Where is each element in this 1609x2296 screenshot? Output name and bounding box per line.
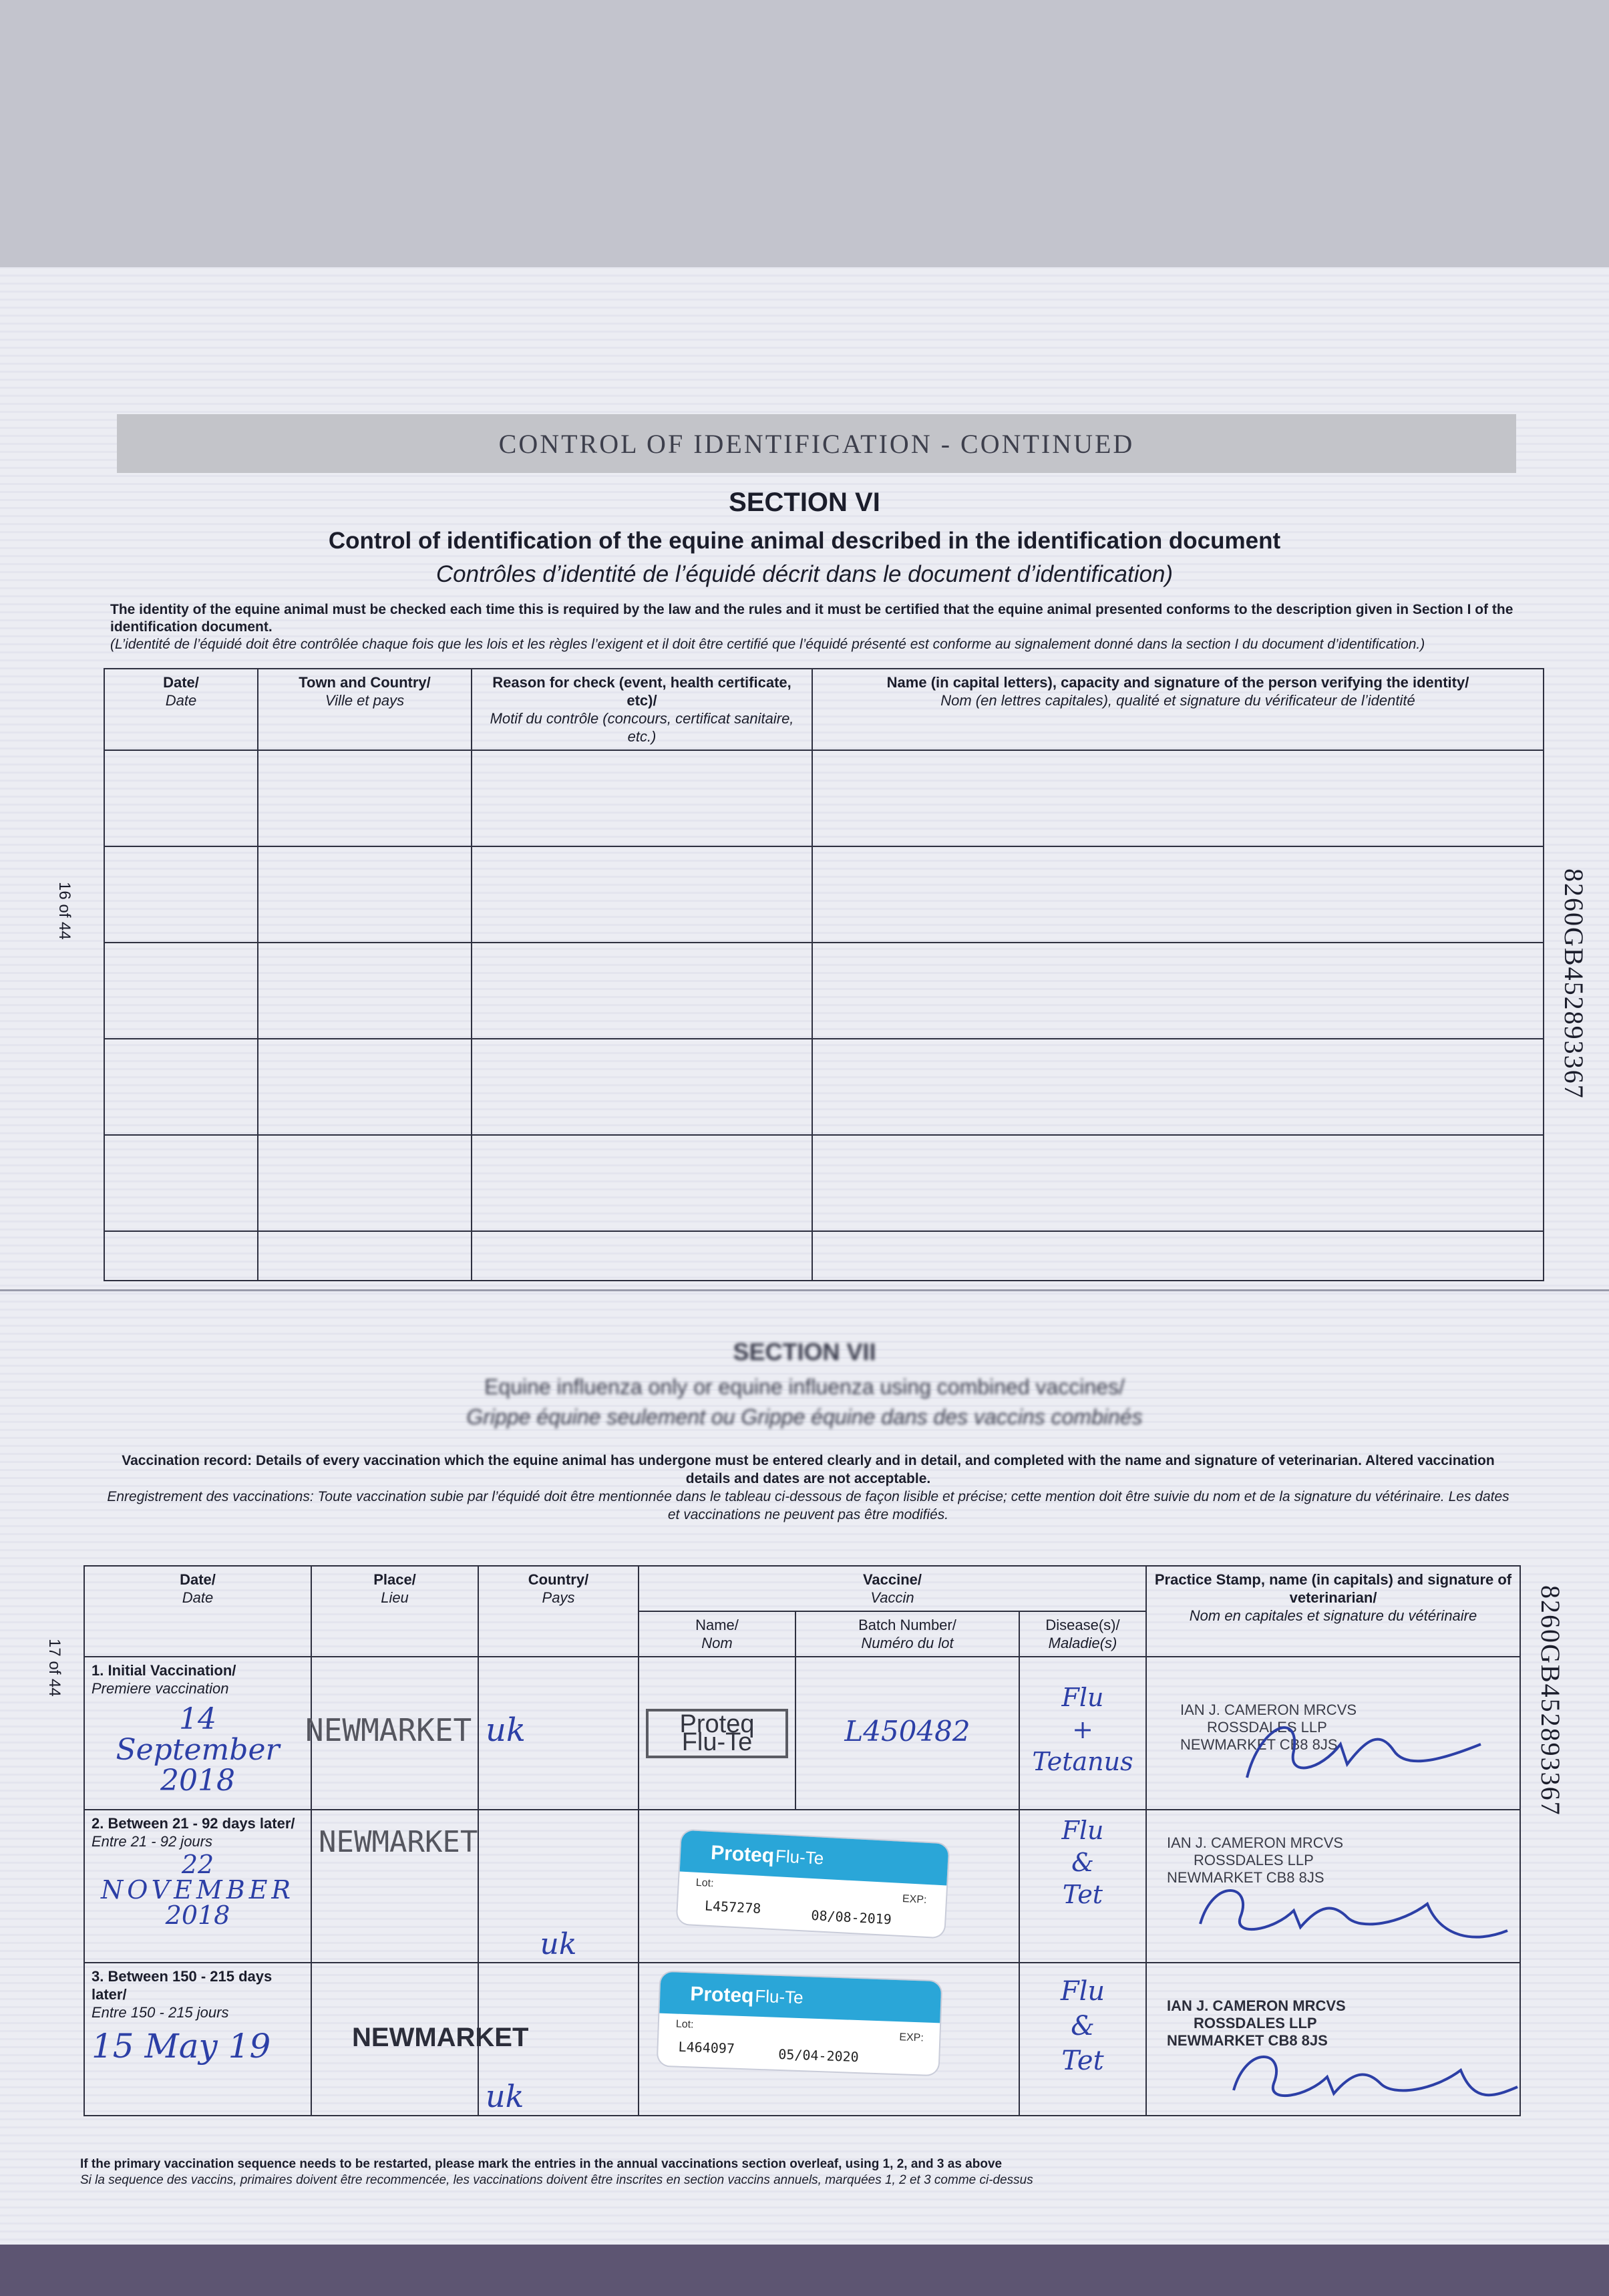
empty-cell (812, 846, 1544, 943)
vet-signature-icon (1187, 1864, 1521, 1957)
place-stamp: NEWMARKET (305, 1712, 472, 1748)
empty-cell (104, 750, 258, 846)
disease-handwritten (1027, 1974, 1139, 2078)
page-number: 17 of 44 (45, 1639, 63, 1697)
empty-cell (812, 1231, 1544, 1281)
table-header-row (84, 1566, 1520, 1611)
sticker-lot-value: L464097 (678, 2038, 735, 2057)
column-label-fr: Ville et pays (325, 692, 405, 709)
country-handwritten: uk (486, 1711, 526, 1749)
heading-english: Control of identification of the equine animal described in the identification document (328, 528, 1281, 554)
vet-name: IAN J. CAMERON MRCVS (1167, 1834, 1344, 1851)
country-cell (478, 1657, 639, 1810)
table-row (84, 1657, 1520, 1810)
heading-french: Grippe équine seulement ou Grippe équine dans des vaccins combinés (466, 1405, 1143, 1429)
date-year: 2018 (165, 1901, 230, 1930)
sticker-header (680, 1830, 949, 1886)
column-reason (472, 669, 812, 750)
page-16 (0, 401, 1609, 1289)
page-number: 16 of 44 (55, 882, 73, 940)
batch-number-handwritten: L450482 (844, 1714, 970, 1748)
row-label-fr: Premiere vaccination (92, 1680, 229, 1697)
empty-cell (812, 750, 1544, 846)
disease-cell (1019, 1810, 1146, 1963)
empty-cell (812, 1039, 1544, 1135)
country-cell (478, 1963, 639, 2116)
vet-signature-icon (1214, 2023, 1521, 2110)
column-vaccine-name (639, 1611, 795, 1657)
passport-id-code: 8260GB452893367 (1559, 868, 1589, 1100)
table-row (104, 1039, 1544, 1135)
column-label-fr: Nom (701, 1635, 733, 1651)
column-label-fr: Date (165, 692, 197, 709)
vaccine-label-cell (639, 1810, 1019, 1963)
vaccination-record-table (83, 1565, 1521, 2116)
row-label-fr: Entre 150 - 215 jours (92, 2004, 229, 2021)
vet-signature-icon (1220, 1697, 1487, 1791)
country-handwritten: uk (486, 2078, 524, 2114)
row-label: 2. Between 21 - 92 days later/ (92, 1815, 295, 1832)
sticker-lot-value: L457278 (704, 1897, 761, 1917)
date-day: 22 (181, 1850, 214, 1879)
disease-line: & (1071, 1848, 1094, 1877)
column-date (104, 669, 258, 750)
table-row (104, 750, 1544, 846)
sticker-exp-value: 08/08-2019 (810, 1907, 892, 1928)
intro-text (110, 601, 1523, 653)
column-batch-number (795, 1611, 1019, 1657)
table-row (84, 1810, 1520, 1963)
sticker-product: Flu-Te (754, 1985, 804, 2007)
section-title: SECTION VI (729, 488, 880, 517)
column-date (84, 1566, 311, 1657)
date-month: NOVEMBER (100, 1875, 295, 1905)
disease-line: Flu (1061, 1816, 1104, 1845)
vaccination-intro (100, 1452, 1516, 1524)
page-17 (0, 1289, 1609, 2240)
practice-stamp-cell (1146, 1963, 1520, 2116)
vaccine-sticker (658, 1972, 942, 2076)
intro-french: (L’identité de l’équidé doit être contrôlée chaque fois que les lois et les règles l’exigent et il doit être certifié que l’équidé présenté est conforme au signalement donné dans la section I du document d’identification.) (110, 637, 1425, 652)
place-stamp: NEWMARKET (352, 2022, 529, 2052)
column-label-fr: Numéro du lot (861, 1635, 954, 1651)
intro-english: Vaccination record: Details of every vaccination which the equine animal has undergone must be entered clearly and in detail, and completed with the name and signature of veterinarian. Altered vaccination details and dates are not acceptable. (122, 1453, 1495, 1486)
practice-stamp-cell (1146, 1657, 1520, 1810)
disease-handwritten (1027, 1681, 1139, 1778)
disease-line: Tet (1061, 2045, 1104, 2076)
row-label: 3. Between 150 - 215 days later/ (92, 1968, 273, 2003)
practice-stamp-cell (1146, 1810, 1520, 1963)
disease-line: Tet (1062, 1880, 1103, 1909)
row-label-cell (84, 1810, 311, 1963)
empty-cell (258, 1231, 472, 1281)
vaccine-label-cell (639, 1963, 1019, 2116)
sticker-product: Flu-Te (775, 1845, 825, 1868)
table-header-row (104, 669, 1544, 750)
vet-practice: ROSSDALES LLP (1194, 1852, 1314, 1868)
empty-cell (104, 943, 258, 1039)
column-label: Country/ (528, 1571, 589, 1588)
empty-cell (258, 1135, 472, 1231)
row-label-cell (84, 1657, 311, 1810)
sticker-lot-label: Lot: (695, 1876, 714, 1890)
vet-practice: ROSSDALES LLP (1207, 1719, 1327, 1736)
empty-cell (472, 943, 812, 1039)
vaccine-name-cell (639, 1657, 795, 1810)
empty-cell (472, 1135, 812, 1231)
intro-english: The identity of the equine animal must be checked each time this is required by the law and the rules and it must be certified that the equine animal presented conforms to the description given in Section I of the identification document. (110, 602, 1513, 635)
vet-practice: ROSSDALES LLP (1194, 2015, 1317, 2031)
empty-cell (104, 1231, 258, 1281)
column-label: Date/ (180, 1571, 216, 1588)
empty-cell (258, 750, 472, 846)
vet-address: NEWMARKET CB8 8JS (1167, 2032, 1328, 2049)
scanner-background (0, 0, 1609, 267)
empty-cell (104, 846, 258, 943)
intro-french: Enregistrement des vaccinations: Toute vaccination subie par l’équidé doit être mentionnée dans le tableau ci-dessous de façon lisible et précise; cette mention doit être suivie du nom et de la signature du vétérinaire. Les dates et vaccinations ne peuvent pas être modifiés. (107, 1489, 1509, 1522)
empty-cell (104, 1135, 258, 1231)
column-label-fr: Vaccin (870, 1589, 914, 1606)
passport-id-code: 8260GB452893367 (1536, 1585, 1566, 1816)
footnote-english: If the primary vaccination sequence needs to be restarted, please mark the entries in the annual vaccinations section overleaf, using 1, 2, and 3 as above (80, 2157, 1003, 2171)
empty-cell (812, 943, 1544, 1039)
column-town-country (258, 669, 472, 750)
column-label-fr: Pays (542, 1589, 575, 1606)
column-vaccine (639, 1566, 1146, 1611)
column-label-fr: Nom en capitales et signature du vétérinaire (1189, 1607, 1477, 1624)
disease-line: Flu (1061, 1683, 1104, 1712)
table-row (104, 1231, 1544, 1281)
column-verifier-name (812, 669, 1544, 750)
date-year: 2018 (160, 1764, 235, 1798)
empty-cell (472, 846, 812, 943)
column-label-fr: Motif du contrôle (concours, certificat sanitaire, etc.) (490, 710, 794, 745)
sticker-exp-label: EXP: (902, 1893, 927, 1906)
date-day: 14 (179, 1702, 216, 1736)
place-stamp: NEWMARKET (319, 1825, 478, 1859)
column-label: Practice Stamp, name (in capitals) and signature of veterinarian/ (1154, 1571, 1512, 1606)
identification-check-table (104, 668, 1544, 1281)
disease-cell (1019, 1657, 1146, 1810)
column-label-fr: Lieu (381, 1589, 409, 1606)
disease-line: & (1071, 2011, 1095, 2041)
passport-cover-edge (0, 2245, 1609, 2296)
table-row (104, 943, 1544, 1039)
row-label-cell (84, 1963, 311, 2116)
disease-line: Tetanus (1032, 1747, 1133, 1776)
vaccination-date (92, 1704, 304, 1796)
table-row (84, 1963, 1520, 2116)
column-country (478, 1566, 639, 1657)
row-label-fr: Entre 21 - 92 jours (92, 1833, 212, 1850)
empty-cell (472, 1231, 812, 1281)
column-practice-stamp (1146, 1566, 1520, 1657)
vaccine-name-stamp: Proteq Flu-Te (646, 1709, 788, 1758)
sticker-header (659, 1972, 941, 2023)
column-label-fr: Maladie(s) (1048, 1635, 1117, 1651)
column-place (311, 1566, 478, 1657)
vet-address: NEWMARKET CB8 8JS (1180, 1736, 1338, 1753)
banner-text: CONTROL OF IDENTIFICATION - CONTINUED (498, 428, 1135, 459)
date-month: September (116, 1733, 280, 1767)
sticker-brand: Proteq (710, 1841, 775, 1867)
place-cell (311, 1810, 478, 1963)
vet-address: NEWMARKET CB8 8JS (1167, 1869, 1324, 1886)
vet-name: IAN J. CAMERON MRCVS (1167, 1997, 1346, 2014)
column-label-fr: Nom (en lettres capitales), qualité et signature du vérificateur de l’identité (940, 692, 1415, 709)
disease-line: + (1072, 1715, 1093, 1744)
heading-english: Equine influenza only or equine influenza using combined vaccines/ (484, 1375, 1125, 1399)
empty-cell (812, 1135, 1544, 1231)
place-cell (305, 1657, 478, 1810)
column-label: Vaccine/ (862, 1571, 922, 1588)
vet-name: IAN J. CAMERON MRCVS (1180, 1701, 1357, 1718)
column-label: Name (in capital letters), capacity and signature of the person verifying the identity/ (886, 674, 1469, 691)
table-row (104, 1135, 1544, 1231)
empty-cell (258, 1039, 472, 1135)
vaccine-sticker (677, 1830, 949, 1938)
empty-cell (472, 750, 812, 846)
section-banner (117, 414, 1516, 473)
sticker-exp-label: EXP: (899, 2031, 924, 2044)
table-row (104, 846, 1544, 943)
vaccination-date (92, 1852, 304, 1928)
country-handwritten: uk (540, 1927, 577, 1961)
column-label-fr: Date (182, 1589, 214, 1606)
row-label: 1. Initial Vaccination/ (92, 1662, 236, 1679)
empty-cell (258, 943, 472, 1039)
column-label: Date/ (163, 674, 199, 691)
sticker-exp-value: 05/04-2020 (777, 2045, 860, 2066)
footnote (80, 2156, 1550, 2188)
country-cell (478, 1810, 639, 1963)
column-disease (1019, 1611, 1146, 1657)
column-label: Reason for check (event, health certificate, etc)/ (492, 674, 791, 709)
column-label: Batch Number/ (858, 1617, 956, 1633)
sticker-lot-label: Lot: (675, 2018, 694, 2031)
column-label: Disease(s)/ (1045, 1617, 1120, 1633)
column-label: Name/ (695, 1617, 739, 1633)
column-label: Place/ (373, 1571, 416, 1588)
disease-line: Flu (1060, 1976, 1105, 2007)
vaccination-date: 15 May 19 (92, 2027, 271, 2066)
heading-french: Contrôles d’identité de l’équidé décrit dans le document d’identification) (435, 561, 1174, 587)
column-label: Town and Country/ (299, 674, 431, 691)
empty-cell (472, 1039, 812, 1135)
footnote-french: Si la sequence des vaccins, primaires doivent être recommencée, les vaccinations doivent être inscrites en section vaccins annuels, marquées 1, 2 et 3 comme ci-dessus (80, 2173, 1033, 2187)
sticker-brand: Proteq (689, 1982, 754, 2007)
batch-number-cell (795, 1657, 1019, 1810)
disease-handwritten (1027, 1814, 1139, 1911)
empty-cell (258, 846, 472, 943)
disease-cell (1019, 1963, 1146, 2116)
empty-cell (104, 1039, 258, 1135)
section-title: SECTION VII (733, 1338, 876, 1365)
